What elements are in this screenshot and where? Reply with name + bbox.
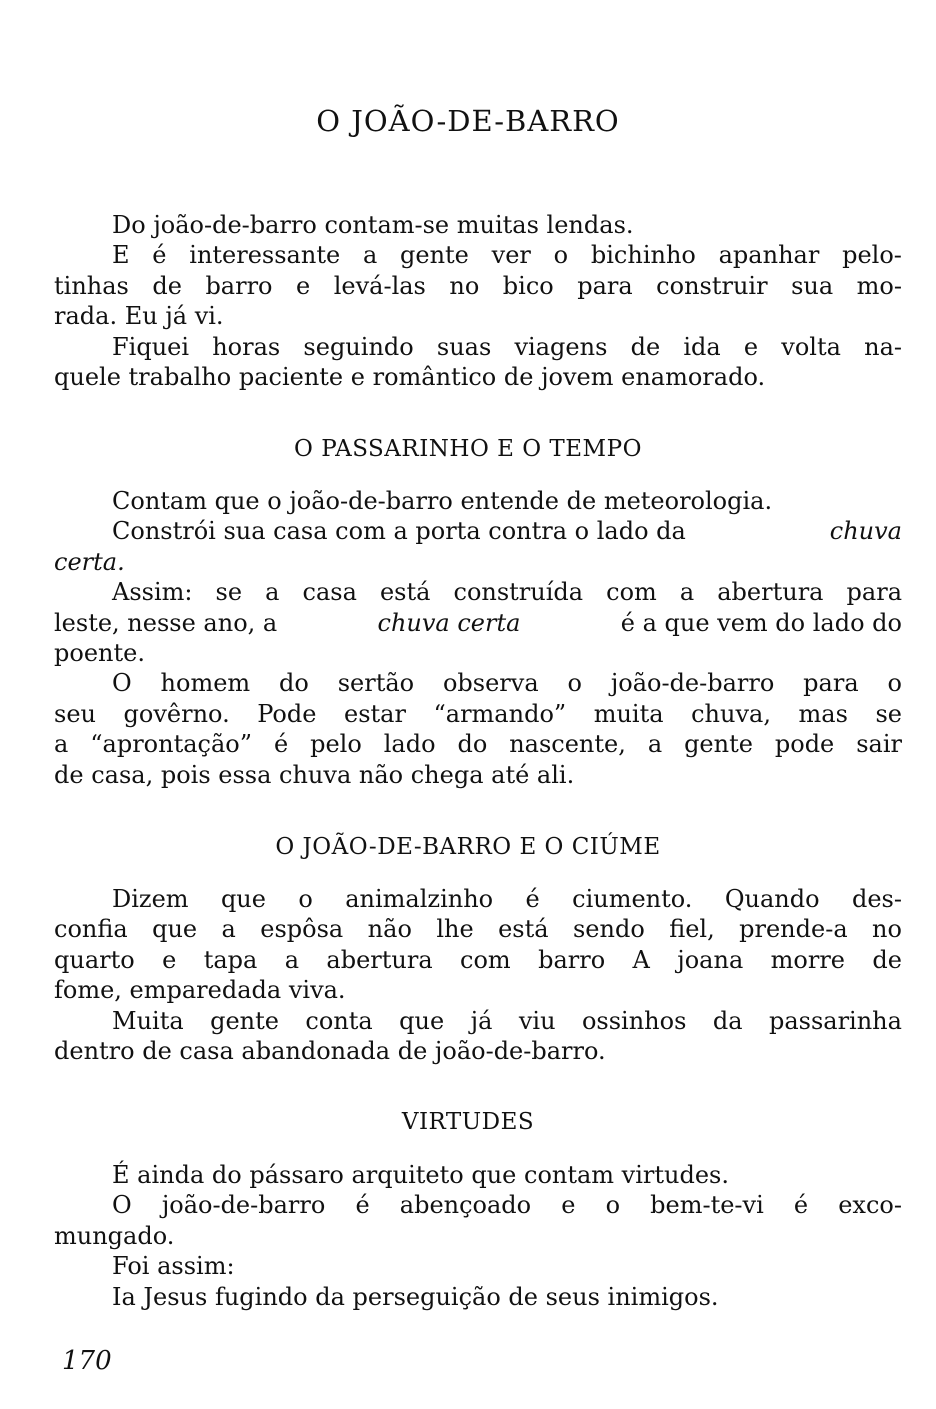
word: e <box>743 332 759 361</box>
word: horas <box>212 332 281 361</box>
section-tempo <box>54 486 902 790</box>
word: no <box>449 271 480 300</box>
word: para <box>577 271 633 300</box>
page-number: 170 <box>62 1346 112 1376</box>
word: que <box>152 915 198 944</box>
word: não <box>367 915 412 944</box>
word: seguindo <box>303 332 414 361</box>
section-heading-ciume: O JOÃO-DE-BARRO E O CIÚME <box>275 834 661 860</box>
word: ossinhos <box>581 1006 687 1035</box>
word: bico <box>502 271 554 300</box>
word: prende-a <box>739 915 848 944</box>
word: a <box>679 578 695 607</box>
text-line: É ainda do pássaro arquiteto que contam virtudes. <box>112 1161 730 1189</box>
word: lhe <box>436 915 474 944</box>
word: nascente, <box>509 730 626 759</box>
text-line: poente. <box>54 638 145 667</box>
word: suas <box>436 332 492 361</box>
word: para <box>803 669 859 698</box>
text-line <box>54 668 902 698</box>
word: barro <box>205 271 273 300</box>
word: é <box>525 885 540 913</box>
word: gente <box>684 730 753 759</box>
chapter-title: O JOÃO-DE-BARRO <box>316 104 620 138</box>
word: de <box>152 271 182 300</box>
word: é <box>152 241 167 270</box>
word: abençoado <box>399 1191 532 1220</box>
word: Fiquei <box>112 332 190 361</box>
word: no <box>872 915 902 944</box>
word: sertão <box>337 669 415 698</box>
section-heading-virtudes: VIRTUDES <box>401 1109 535 1135</box>
word: a <box>284 945 300 974</box>
word: a <box>265 578 280 607</box>
word: Quando <box>724 885 820 913</box>
text-line <box>54 884 902 914</box>
text-line <box>54 271 902 301</box>
word: e <box>162 945 177 974</box>
word: Muita <box>112 1006 184 1035</box>
word: Pode <box>257 699 317 728</box>
word: que <box>399 1006 445 1035</box>
word: barro <box>538 945 606 974</box>
word: A <box>632 945 650 974</box>
word: joão-de-barro <box>161 1191 326 1220</box>
word: seu <box>54 699 96 728</box>
word: abertura <box>717 578 824 607</box>
word: pelo- <box>842 241 902 270</box>
word: o <box>553 241 569 270</box>
text-line: Foi assim: <box>112 1252 235 1281</box>
section-intro <box>54 210 902 392</box>
italic-term: certa. <box>54 547 125 576</box>
word: bem-te-vi <box>650 1191 764 1220</box>
word: abertura <box>326 945 433 974</box>
text-line <box>54 914 902 944</box>
text-span: é a que vem do lado do <box>620 608 902 637</box>
word: com <box>606 578 657 607</box>
word: a <box>647 730 663 759</box>
text-line <box>54 240 902 270</box>
word: lado <box>383 730 436 759</box>
word: está <box>498 915 549 944</box>
word: e <box>561 1191 576 1220</box>
word: ciumento. <box>572 885 693 913</box>
word: sair <box>856 730 902 759</box>
word: interessante <box>189 241 341 270</box>
word: passarinha <box>768 1006 902 1035</box>
word: joana <box>677 945 744 974</box>
text-span: leste, nesse ano, a <box>54 608 278 637</box>
text-span: Constrói sua casa com a porta contra o lado da <box>112 517 686 546</box>
word: homem <box>160 669 251 698</box>
word: “aprontação” <box>90 730 252 759</box>
word: do <box>279 669 309 698</box>
word: confia <box>54 915 128 944</box>
text-line <box>54 577 902 607</box>
word: pode <box>774 730 835 759</box>
word: Assim: <box>112 578 193 607</box>
word: muita <box>593 699 664 728</box>
word: o <box>298 885 313 913</box>
text-line <box>54 516 902 546</box>
text-line <box>54 729 902 759</box>
word: viagens <box>514 332 608 361</box>
word: O <box>112 669 132 698</box>
word: tapa <box>203 945 258 974</box>
word: des- <box>851 885 902 913</box>
word: joão-de-barro <box>610 669 775 698</box>
text-line: dentro de casa abandonada de joão-de-barro. <box>54 1036 606 1065</box>
word: estar <box>344 699 406 728</box>
word: bichinho <box>590 241 696 270</box>
word: está <box>379 578 431 607</box>
text-line: Contam que o joão-de-barro entende de meteorologia. <box>112 487 773 515</box>
section-ciume <box>54 884 902 1066</box>
word: Dizem <box>112 885 189 913</box>
word: se <box>215 578 243 607</box>
word: de <box>872 945 902 974</box>
text-line <box>54 332 902 362</box>
text-line: mungado. <box>54 1221 175 1250</box>
word: ida <box>683 332 721 361</box>
section-virtudes <box>54 1160 902 1312</box>
word: gente <box>210 1006 279 1035</box>
word: O <box>112 1191 132 1220</box>
word: com <box>460 945 511 974</box>
text-line <box>54 608 902 638</box>
word: apanhar <box>718 241 820 270</box>
word: de <box>630 332 661 361</box>
text-line: de casa, pois essa chuva não chega até ali. <box>54 760 575 789</box>
word: do <box>457 730 488 759</box>
word: E <box>112 241 130 270</box>
word: exco- <box>838 1191 902 1220</box>
word: chuva, <box>691 699 771 728</box>
word: construída <box>453 578 584 607</box>
word: para <box>846 578 902 607</box>
word: pelo <box>310 730 362 759</box>
word: construir <box>656 271 768 300</box>
text-line <box>54 699 902 729</box>
text-line <box>54 945 902 975</box>
word: sendo <box>572 915 645 944</box>
word: viu <box>518 1006 556 1035</box>
italic-term: chuva certa <box>377 608 521 637</box>
word: observa <box>442 669 539 698</box>
word: a <box>362 241 378 270</box>
word: o <box>605 1191 621 1220</box>
text-line: Do joão-de-barro contam-se muitas lendas. <box>112 211 634 239</box>
word: na- <box>864 332 902 361</box>
text-line: fome, emparedada viva. <box>54 976 346 1005</box>
word: casa <box>302 578 357 607</box>
word: animalzinho <box>345 885 494 913</box>
word: tinhas <box>54 271 129 300</box>
word: govêrno. <box>123 699 230 728</box>
word: mo- <box>856 271 902 300</box>
word: sua <box>791 271 834 300</box>
word: fiel, <box>669 915 715 944</box>
italic-term: chuva <box>829 517 902 546</box>
word: levá-las <box>333 271 426 300</box>
word: a <box>221 915 236 944</box>
word: gente <box>400 241 469 270</box>
word: o <box>567 669 582 698</box>
word: ver <box>491 241 531 270</box>
word: é <box>793 1191 809 1220</box>
text-line <box>54 1190 902 1220</box>
word: e <box>296 271 311 300</box>
word: “armando” <box>433 699 567 728</box>
section-heading-tempo: O PASSARINHO E O TEMPO <box>294 436 642 462</box>
word: é <box>273 730 289 759</box>
text-line: Ia Jesus fugindo da perseguição de seus inimigos. <box>112 1282 719 1311</box>
word: conta <box>305 1006 373 1035</box>
word: o <box>887 669 902 698</box>
word: já <box>470 1006 493 1035</box>
word: espôsa <box>260 915 344 944</box>
word: da <box>712 1006 743 1035</box>
word: morre <box>770 945 845 974</box>
word: a <box>54 730 69 759</box>
word: que <box>220 885 266 913</box>
text-line: rada. Eu já vi. <box>54 302 224 331</box>
word: volta <box>781 332 841 361</box>
word: é <box>355 1191 370 1220</box>
text-line <box>54 1006 902 1036</box>
word: quarto <box>54 945 135 974</box>
text-line: quele trabalho paciente e romântico de jovem enamorado. <box>54 362 766 391</box>
word: se <box>875 699 902 728</box>
word: mas <box>798 699 848 728</box>
